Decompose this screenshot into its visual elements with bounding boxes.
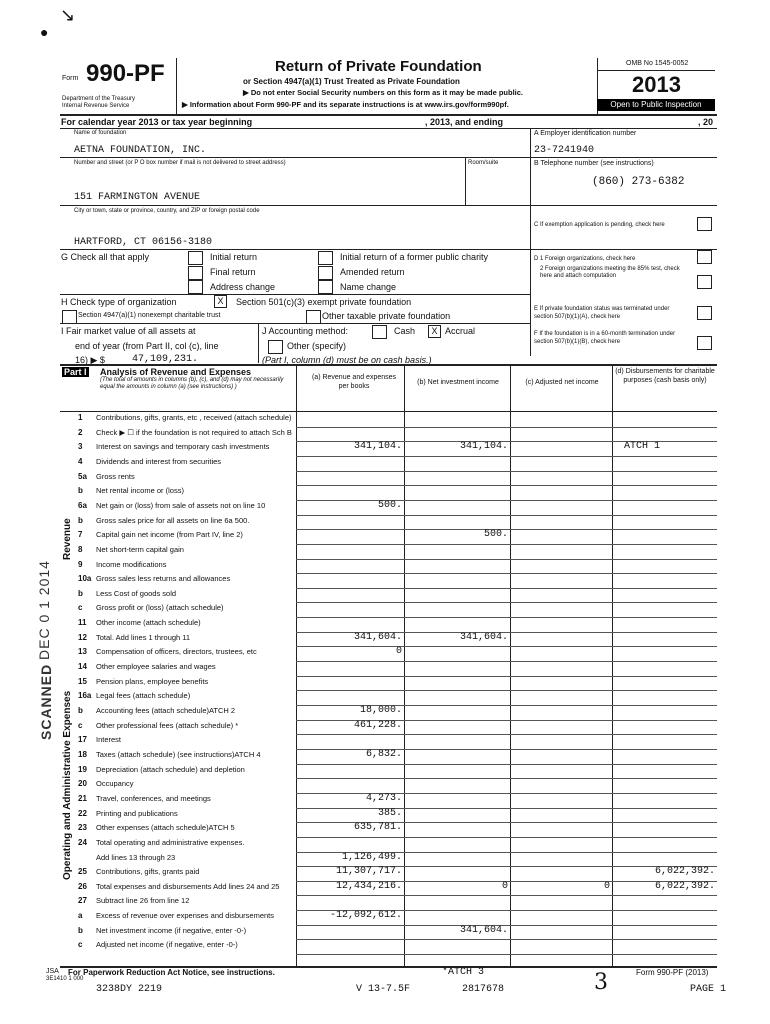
line-col-d-value: ATCH 1 — [624, 441, 661, 453]
h-4947-checkbox[interactable] — [62, 310, 77, 324]
line-description: Net investment income (if negative, enter -0-) — [96, 925, 247, 935]
line-description: Legal fees (attach schedule) — [96, 691, 191, 701]
dept-line2: Internal Revenue Service — [62, 103, 130, 109]
line-description: Gross sales less returns and allowances — [96, 574, 231, 584]
j-other-label: Other (specify) — [287, 341, 347, 351]
g-opt-initial: Initial return — [210, 252, 258, 262]
line-description: Dividends and interest from securities — [96, 456, 222, 466]
line-number: 20 — [78, 779, 87, 789]
side-revenue: Revenue — [62, 518, 73, 560]
g-address-change-checkbox[interactable] — [188, 280, 203, 294]
form-number: 990-PF — [86, 60, 165, 87]
line-col-b-value: 500. — [483, 529, 508, 541]
ein-value: 23-7241940 — [534, 145, 595, 156]
stamp-date: DEC 0 1 2014 — [36, 560, 52, 660]
line-number: b — [78, 515, 83, 525]
line-number: 10a — [78, 574, 92, 584]
g-initial-former-checkbox[interactable] — [318, 251, 333, 265]
line-number: 6a — [78, 500, 87, 510]
line-number: 9 — [78, 559, 83, 569]
g-initial-return-checkbox[interactable] — [188, 251, 203, 265]
city-label: City or town, state or province, country, and ZIP or foreign postal code — [74, 208, 260, 214]
col-d-header: (d) Disbursements for charitable purposes (cash basis only) — [615, 368, 715, 384]
row-rule — [296, 471, 717, 472]
line-description: Accounting fees (attach schedule)ATCH 2 — [96, 706, 236, 715]
form-footer-right: Form 990-PF (2013) — [636, 968, 709, 977]
e-label: E If private foundation status was terminated under section 507(b)(1)(A), check here — [534, 306, 670, 320]
h-501c3-checkbox[interactable]: X — [214, 295, 227, 308]
stamp-scanned: SCANNED — [38, 663, 54, 740]
line-number: a — [78, 911, 83, 921]
tax-year: 2013 — [632, 72, 681, 97]
ein-label: A Employer identification number — [534, 130, 637, 137]
line-description: Check ▶ ☐ if the foundation is not required to attach Sch B — [96, 427, 292, 437]
row-rule — [296, 690, 717, 691]
line-number: 16a — [78, 691, 92, 701]
d2-label: 2 Foreign organizations meeting the 85% test, check here and attach computation — [540, 266, 680, 279]
row-rule — [296, 837, 717, 838]
j-note: (Part I, column (d) must be on cash basis.) — [262, 355, 432, 365]
line-number: 1 — [78, 413, 83, 422]
g-opt-address: Address change — [210, 282, 276, 292]
col-b-header: (b) Net investment income — [417, 379, 499, 386]
city-state-zip: HARTFORD, CT 06156-3180 — [74, 237, 213, 248]
atch3-note: *ATCH 3 — [442, 967, 485, 978]
row-rule — [296, 778, 717, 779]
line-col-b-value: 341,604. — [459, 631, 508, 643]
part1-desc: (The total of amounts in columns (b), (c), and (d) may not necessarily equal the amounts in column (a) (see instructions) ) — [100, 377, 284, 390]
line-number: 23 — [78, 823, 87, 833]
h-opt3: Other taxable private foundation — [322, 311, 451, 321]
line-number: 7 — [78, 530, 83, 540]
i-line3: 16) ▶ $ — [75, 355, 105, 365]
row-rule — [296, 954, 717, 955]
line-description: Net short-term capital gain — [96, 544, 184, 554]
row-rule — [296, 573, 717, 574]
line-description: Contributions, gifts, grants paid — [96, 867, 200, 877]
line-col-a-value: 1,126,499. — [341, 851, 402, 863]
line-description: Printing and publications — [96, 808, 178, 818]
line-col-a-value: 18,000. — [359, 705, 402, 716]
j-accrual-label: Accrual — [445, 326, 476, 336]
d1-checkbox[interactable] — [697, 250, 712, 264]
part1-label: Part I — [64, 367, 87, 377]
line-number: 13 — [78, 647, 87, 657]
f-checkbox[interactable] — [697, 336, 712, 350]
form-label: Form — [62, 75, 79, 82]
line-number: 18 — [78, 749, 87, 759]
line-col-b-value: 0 — [501, 880, 508, 892]
dept-line1: Department of the Treasury — [62, 96, 136, 102]
line-description: Contributions, gifts, grants, etc , received (attach schedule) — [96, 413, 292, 422]
col-a-header: (a) Revenue and expenses per books — [311, 374, 397, 390]
street-address: 151 FARMINGTON AVENUE — [74, 192, 201, 203]
g-opt-initial-former: Initial return of a former public charity — [340, 252, 489, 262]
foundation-name: AETNA FOUNDATION, INC. — [74, 145, 207, 156]
line-col-a-value: 635,781. — [353, 822, 402, 834]
line-number: 22 — [78, 808, 87, 818]
g-label: G Check all that apply — [61, 252, 150, 262]
line-description: Less Cost of goods sold — [96, 588, 177, 598]
line-number: 26 — [78, 881, 87, 891]
bottom-left-code: 3238DY 2219 — [96, 984, 163, 995]
c-label: C If exemption application is pending, check here — [534, 222, 665, 228]
page-number: PAGE 1 — [690, 984, 727, 995]
i-line2: end of year (from Part II, col (c), line — [75, 341, 219, 351]
g-opt-amended: Amended return — [340, 267, 405, 277]
open-inspection: Open to Public Inspection — [597, 99, 715, 111]
line-col-a-value: 12,434,216. — [335, 880, 402, 892]
omb-number: OMB No 1545-0052 — [626, 60, 689, 67]
line-description: Pension plans, employee benefits — [96, 676, 209, 686]
line-number: 24 — [78, 837, 87, 847]
line-number: 12 — [78, 632, 87, 642]
g-name-change-checkbox[interactable] — [318, 280, 333, 294]
bottom-version: V 13-7.5F — [356, 984, 411, 995]
side-expenses: Operating and Administrative Expenses — [62, 690, 73, 880]
row-rule — [296, 617, 717, 618]
j-other-checkbox[interactable] — [268, 340, 283, 354]
line-number: 15 — [78, 676, 87, 686]
row-rule — [296, 427, 717, 428]
line-col-a-value: 0 — [395, 646, 402, 658]
row-rule — [296, 939, 717, 940]
line-description: Occupancy — [96, 779, 134, 789]
j-cash-checkbox[interactable] — [372, 325, 387, 339]
jsa-label: JSA — [46, 968, 59, 975]
line-number: 27 — [78, 896, 87, 906]
line-col-d-value: 6,022,392. — [654, 880, 715, 892]
j-cash-label: Cash — [394, 326, 416, 336]
line-description: Gross rents — [96, 471, 135, 481]
room-label: Room/suite — [468, 160, 499, 166]
calendar-label: For calendar year 2013 or tax year beginning — [61, 117, 253, 127]
notice-info: ▶ Information about Form 990-PF and its separate instructions is at www.irs.gov/form990pf. — [182, 100, 509, 109]
row-rule — [296, 734, 717, 735]
row-rule — [296, 456, 717, 457]
row-rule — [296, 515, 717, 516]
j-accrual-checkbox[interactable]: X — [428, 325, 441, 338]
line-description: Gross profit or (loss) (attach schedule) — [96, 603, 224, 613]
line-number: b — [78, 588, 83, 598]
line-description: Total expenses and disbursements Add lines 24 and 25 — [96, 881, 280, 891]
line-number: 21 — [78, 793, 87, 803]
row-rule — [296, 895, 717, 896]
line-description: Total. Add lines 1 through 11 — [96, 632, 191, 642]
calendar-mid: , 2013, and ending — [425, 117, 504, 127]
line-number: 3 — [78, 442, 83, 452]
line-col-d-value: 6,022,392. — [654, 866, 715, 878]
notice-ssn: ▶ Do not enter Social Security numbers on this form as it may be made public. — [243, 88, 523, 97]
line-description: Excess of revenue over expenses and disbursements — [96, 911, 275, 921]
line-description: Add lines 13 through 23 — [96, 852, 176, 862]
g-final-return-checkbox[interactable] — [188, 266, 203, 280]
line-description: Interest — [96, 735, 122, 745]
line-number: c — [78, 720, 83, 730]
line-number: b — [78, 486, 83, 496]
h-opt2: Section 4947(a)(1) nonexempt charitable trust — [78, 312, 221, 319]
row-rule — [296, 485, 717, 486]
row-rule — [296, 544, 717, 545]
line-col-a-value: 341,604. — [353, 631, 402, 643]
row-rule — [296, 661, 717, 662]
row-rule — [296, 588, 717, 589]
d1-label: D 1 Foreign organizations, check here — [534, 256, 636, 262]
scan-mark: ↘ — [60, 5, 76, 25]
c-checkbox[interactable] — [697, 217, 712, 231]
i-line1: I Fair market value of all assets at — [61, 326, 196, 336]
form-subtitle: or Section 4947(a)(1) Trust Treated as Private Foundation — [243, 77, 460, 86]
bottom-number: 2817678 — [462, 984, 505, 995]
line-number: b — [78, 706, 83, 715]
pra-notice: For Paperwork Reduction Act Notice, see instructions. — [68, 968, 275, 977]
e-checkbox[interactable] — [697, 306, 712, 320]
h-other-taxable-checkbox[interactable] — [306, 310, 321, 324]
line-col-b-value: 341,104. — [459, 441, 508, 453]
calendar-end: , 20 — [698, 117, 714, 127]
line-col-a-value: 11,307,717. — [335, 866, 402, 878]
line-description: Other professional fees (attach schedule) * — [96, 720, 239, 730]
j-label: J Accounting method: — [262, 326, 349, 336]
line-number: 2 — [78, 427, 83, 437]
line-description: Taxes (attach schedule) (see instructions)ATCH 4 — [96, 749, 261, 759]
d2-checkbox[interactable] — [697, 275, 712, 289]
line-col-a-value: 385. — [377, 807, 402, 819]
line-description: Net rental income or (loss) — [96, 486, 184, 496]
form-title: Return of Private Foundation — [275, 58, 482, 75]
line-description: Other expenses (attach schedule)ATCH 5 — [96, 823, 235, 833]
h-opt1: Section 501(c)(3) exempt private foundation — [236, 297, 412, 307]
g-opt-name: Name change — [340, 282, 397, 292]
jsa-code: 3E1410 1 000 — [46, 976, 84, 982]
line-col-b-value: 341,604. — [459, 924, 508, 936]
handwritten-three: 3 — [594, 970, 608, 995]
line-number: b — [78, 925, 83, 935]
line-number: c — [78, 603, 83, 613]
line-description: Interest on savings and temporary cash investments — [96, 442, 270, 452]
row-rule — [296, 676, 717, 677]
line-number: 17 — [78, 735, 87, 745]
g-opt-final: Final return — [210, 267, 256, 277]
line-col-a-value: 500. — [377, 499, 402, 511]
line-number: 19 — [78, 764, 87, 774]
f-label: F If the foundation is in a 60-month termination under section 507(b)(1)(B), check here — [534, 331, 676, 345]
line-description: Other income (attach schedule) — [96, 618, 201, 628]
line-description: Depreciation (attach schedule) and depletion — [96, 764, 245, 774]
phone-label: B Telephone number (see instructions) — [534, 160, 654, 167]
line-number: 4 — [78, 456, 83, 466]
line-col-a-value: 6,832. — [365, 748, 402, 760]
line-description: Capital gain net income (from Part IV, line 2) — [96, 530, 243, 540]
line-number: 5a — [78, 471, 87, 481]
row-rule — [296, 559, 717, 560]
line-number: 11 — [78, 618, 87, 628]
fmv-value: 47,109,231. — [132, 354, 199, 365]
row-rule — [296, 602, 717, 603]
line-description: Subtract line 26 from line 12 — [96, 896, 190, 906]
line-number: 14 — [78, 662, 87, 672]
name-label: Name of foundation — [74, 130, 127, 136]
h-label: H Check type of organization — [61, 297, 177, 307]
street-label: Number and street (or P O box number if mail is not delivered to street address) — [74, 160, 286, 166]
line-number: 25 — [78, 867, 87, 877]
line-col-a-value: 341,104. — [353, 441, 402, 453]
line-description: Other employee salaries and wages — [96, 662, 216, 672]
line-number: 8 — [78, 544, 83, 554]
line-description: Total operating and administrative expenses. — [96, 837, 245, 847]
line-col-a-value: 4,273. — [365, 792, 402, 804]
line-description: Adjusted net income (if negative, enter -0-) — [96, 940, 238, 950]
g-amended-checkbox[interactable] — [318, 266, 333, 280]
scan-dot: ● — [40, 24, 49, 40]
line-col-c-value: 0 — [603, 880, 610, 892]
line-description: Travel, conferences, and meetings — [96, 793, 211, 803]
line-col-a-value: 461,228. — [353, 719, 402, 731]
line-col-a-value: -12,092,612. — [329, 910, 402, 922]
line-description: Income modifications — [96, 559, 167, 569]
phone-value: (860) 273-6382 — [592, 176, 685, 188]
line-description: Net gain or (loss) from sale of assets not on line 10 — [96, 500, 266, 510]
col-c-header: (c) Adjusted net income — [525, 379, 599, 386]
part1-title: Analysis of Revenue and Expenses — [100, 367, 252, 377]
line-number: c — [78, 940, 83, 950]
row-rule — [296, 764, 717, 765]
line-description: Compensation of officers, directors, trustees, etc — [96, 647, 257, 657]
line-description: Gross sales price for all assets on line 6a 500. — [96, 515, 250, 525]
